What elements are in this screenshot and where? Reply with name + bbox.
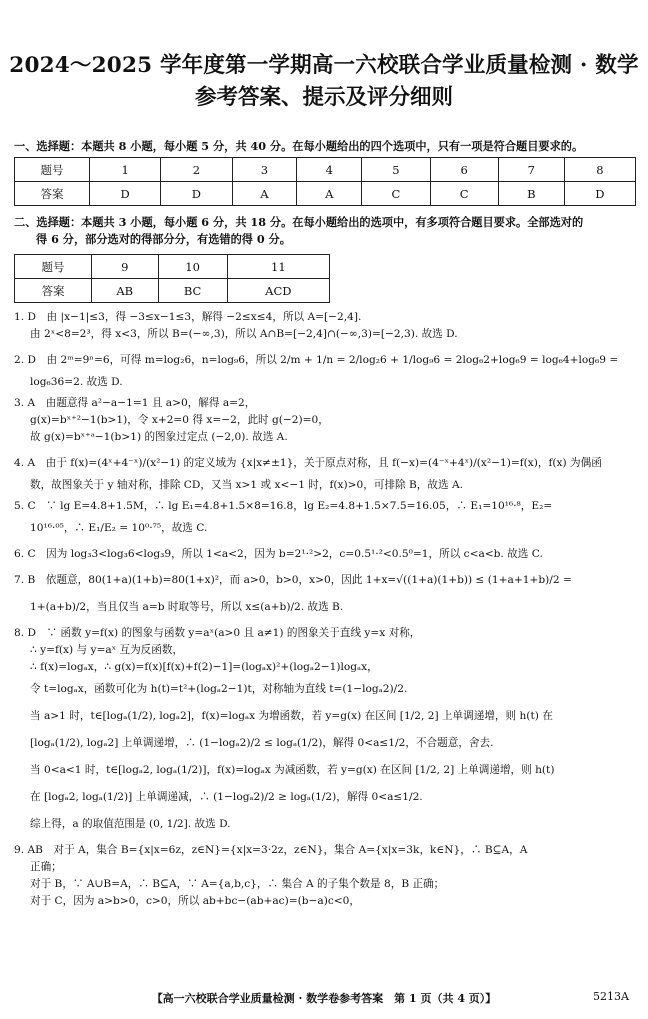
- solution-line: 3. A 由题意得 a²−a−1=1 且 a>0，解得 a=2，: [14, 397, 256, 409]
- solution-line: 当 0<a<1 时，t∈[logₐ2, logₐ(1/2)]，f(x)=logₐx 为减函数，若 y=g(x) 在区间 [1/2, 2] 上单调递增，则 h(t): [30, 764, 555, 776]
- table-row: [15, 279, 330, 303]
- table-row: [15, 182, 636, 206]
- solution-line: 9. AB 对于 A，集合 B={x|x=6z，z∈N}={x|x=3·2z，z∈N}，集合 A={x|x=3k，k∈N}，∴ B⊆A，A: [14, 844, 528, 856]
- solution-line: 8. D ∵ 函数 y=f(x) 的图象与函数 y=aˣ(a>0 且 a≠1) 的图象关于直线 y=x 对称，: [14, 627, 421, 639]
- solution-line: 正确；: [30, 861, 62, 873]
- solution-line: log₆36=2. 故选 D.: [30, 376, 123, 388]
- answer-cell: B: [498, 182, 564, 206]
- solution-line: g(x)=bˣ⁺²−1(b>1)，令 x+2=0 得 x=−2，此时 g(−2)=0，: [30, 414, 329, 426]
- row-label: 题号: [15, 158, 90, 182]
- solutions-body: [14, 309, 636, 910]
- solution-line: 故 g(x)=bˣ⁺ᵃ−1(b>1) 的图象过定点 (−2,0). 故选 A.: [30, 431, 288, 443]
- answer-cell: A: [232, 182, 297, 206]
- solution-line: 5. C ∵ lg E=4.8+1.5M，∴ lg E₁=4.8+1.5×8=16.8，lg E₂=4.8+1.5×7.5=16.05，∴ E₁=10¹⁶·⁸，E₂=: [14, 500, 553, 512]
- solution-line: 令 t=logₐx，函数可化为 h(t)=t²+(logₐ2−1)t，对称轴为直线 t=(1−logₐ2)/2.: [30, 683, 408, 695]
- solution-line: 4. A 由于 f(x)=(4ˣ+4⁻ˣ)/(x²−1) 的定义域为 {x|x≠±1}，关于原点对称，且 f(−x)=(4⁻ˣ+4ˣ)/(x²−1)=f(x)，f(x) 为偶函: [14, 457, 602, 469]
- solution-line: 当 a>1 时，t∈[logₐ(1/2), logₐ2]，f(x)=logₐx 为增函数，若 y=g(x) 在区间 [1/2, 2] 上单调递增，则 h(t) 在: [30, 710, 553, 722]
- answer-cell: C: [430, 182, 498, 206]
- page-subtitle: 参考答案、提示及评分细则: [194, 85, 453, 110]
- solution-line: 1. D 由 |x−1|≤3，得 −3≤x−1≤3，解得 −2≤x≤4，所以 A=[−2,4].: [14, 311, 362, 323]
- question-number: 6: [430, 158, 498, 182]
- answer-cell: A: [297, 182, 362, 206]
- solution-line: ∴ f(x)=logₐx，∴ g(x)=f(x)[f(x)+f(2)−1]=(logₐx)²+(logₐ2−1)logₐx，: [30, 661, 378, 673]
- solution-line: 数，故图象关于 y 轴对称，排除 CD，又当 x>1 或 x<−1 时，f(x)>0，可排除 B，故选 A.: [30, 479, 463, 491]
- answer-cell: C: [362, 182, 430, 206]
- answer-cell: AB: [92, 279, 159, 303]
- question-number: 1: [90, 158, 161, 182]
- question-number: 2: [161, 158, 232, 182]
- solution-line: 6. C 因为 log₃3<log₃6<log₃9，所以 1<a<2，因为 b=2¹·²>2，c=0.5¹·²<0.5⁰=1，所以 c<a<b. 故选 C.: [14, 548, 543, 560]
- solution-line: 2. D 由 2ᵐ=9ⁿ=6，可得 m=log₂6，n=log₉6，所以 2/m + 1/n = 2/log₂6 + 1/log₉6 = 2log₆2+log₆9 = log₆4+log₆9 =: [14, 354, 619, 366]
- question-number: 10: [158, 255, 227, 279]
- question-number: 7: [498, 158, 564, 182]
- solution-line: 7. B 依题意，80(1+a)(1+b)=80(1+x)²，而 a>0，b>0，x>0，因此 1+x=√((1+a)(1+b)) ≤ (1+a+1+b)/2 =: [14, 574, 572, 586]
- question-number: 3: [232, 158, 297, 182]
- row-label: 答案: [15, 279, 92, 303]
- page-title: 2024～2025 学年度第一学期高一六校联合学业质量检测 · 数学: [9, 53, 639, 78]
- question-number: 4: [297, 158, 362, 182]
- section1-heading: 一、选择题：本题共 8 小题，每小题 5 分，共 40 分。在每小题给出的四个选项中，只有一项是符合题目要求的。: [14, 139, 584, 153]
- table-row: [15, 255, 330, 279]
- solution-line: [logₐ(1/2), logₐ2] 上单调递增，∴ (1−logₐ2)/2 ≤ logₐ(1/2)，解得 0<a≤1/2，不合题意，舍去.: [30, 737, 494, 749]
- solution-line: 1+(a+b)/2，当且仅当 a=b 时取等号，所以 x≤(a+b)/2. 故选 B.: [30, 601, 344, 613]
- solution-line: 由 2ˣ<8=2³，得 x<3，所以 B=(−∞,3)，所以 A∩B=[−2,4]∩(−∞,3)=[−2,3). 故选 D.: [30, 328, 458, 340]
- answer-cell: BC: [158, 279, 227, 303]
- section2-heading: 二、选择题：本题共 3 小题，每小题 6 分，共 18 分。在每小题给出的选项中，有多项符合题目要求。全部选对的 得 6 分，部分选对的得部分分，有选错的得 0 分。: [14, 215, 584, 246]
- document-code: 5213A: [593, 990, 629, 1003]
- solution-line: 在 [logₐ2, logₐ(1/2)] 上单调递减，∴ (1−logₐ2)/2 ≥ logₐ(1/2)，解得 0<a≤1/2.: [30, 791, 423, 803]
- page-footer: 【高一六校联合学业质量检测 · 数学卷参考答案 第 1 页（共 4 页）】: [151, 992, 497, 1005]
- question-number: 8: [564, 158, 635, 182]
- row-label: 答案: [15, 182, 90, 206]
- answer-cell: D: [564, 182, 635, 206]
- table-row: [15, 158, 636, 182]
- solution-line: 10¹⁶·⁰⁵，∴ E₁/E₂ = 10⁰·⁷⁵，故选 C.: [30, 522, 208, 534]
- solution-line: ∴ y=f(x) 与 y=aˣ 互为反函数，: [30, 644, 184, 656]
- answer-table-2: [14, 254, 330, 303]
- question-number: 9: [92, 255, 159, 279]
- question-number: 11: [227, 255, 329, 279]
- row-label: 题号: [15, 255, 92, 279]
- solution-line: 对于 C，因为 a>b>0，c>0，所以 ab+bc−(ab+ac)=(b−a)c<0，: [30, 895, 361, 907]
- answer-cell: D: [161, 182, 232, 206]
- solution-line: 对于 B，∵ A∪B=A，∴ B⊆A，∵ A={a,b,c}，∴ 集合 A 的子集个数是 8，B 正确；: [30, 878, 445, 890]
- answer-cell: ACD: [227, 279, 329, 303]
- answer-cell: D: [90, 182, 161, 206]
- answer-table-1: [14, 157, 636, 206]
- question-number: 5: [362, 158, 430, 182]
- solution-line: 综上得，a 的取值范围是 (0, 1/2]. 故选 D.: [30, 818, 231, 830]
